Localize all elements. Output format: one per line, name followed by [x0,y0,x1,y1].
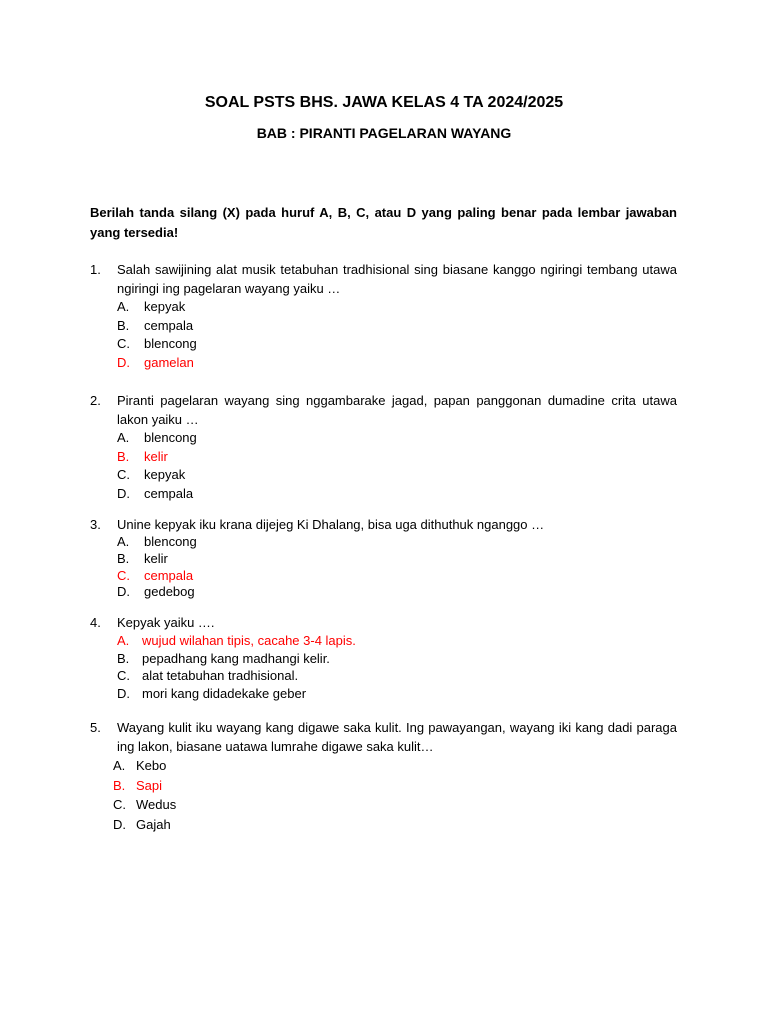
question-5 [90,718,677,834]
question-number: 1. [90,262,101,277]
option-b [90,650,677,668]
option-text: kepyak [144,299,186,314]
option-text: Sapi [136,777,163,793]
option-letter: B. [117,448,130,464]
option-letter: D. [117,485,130,501]
option-list [90,756,677,834]
question-1 [90,260,677,372]
option-a [90,756,677,776]
option-b [90,776,677,796]
option-c [90,795,677,815]
option-c [90,466,677,485]
option-text: cempala [144,567,194,583]
option-c [90,335,677,354]
question-4 [90,613,677,702]
option-letter: C. [117,467,130,482]
option-letter: B. [117,650,130,666]
question-stem [90,718,677,756]
option-text: blencong [144,430,197,445]
option-list [90,632,677,702]
option-text: pepadhang kang madhangi kelir. [142,650,330,666]
option-text: blencong [144,534,197,549]
option-letter: A. [113,758,126,773]
option-text: kepyak [144,467,186,482]
option-d [90,815,677,835]
question-number: 4. [90,615,101,630]
option-text: gedebog [144,584,195,600]
option-d [90,485,677,504]
option-text: cempala [144,485,194,501]
option-text: Wedus [136,797,177,812]
option-letter: A. [117,534,130,549]
question-stem [90,613,677,632]
option-text: Kebo [136,758,167,773]
option-a [90,429,677,448]
option-text: wujud wilahan tipis, cacahe 3-4 lapis. [142,633,356,648]
option-text: gamelan [144,354,194,370]
option-c [90,568,677,585]
option-letter: C. [117,336,130,351]
option-b [90,448,677,467]
option-text: mori kang didadekake geber [142,685,307,701]
option-list [90,534,677,601]
question-stem [90,515,677,534]
option-d [90,584,677,601]
option-text: cempala [144,317,194,333]
option-text: alat tetabuhan tradhisional. [142,668,299,683]
option-letter: D. [117,354,130,370]
option-letter: A. [117,430,130,445]
question-number: 5. [90,720,101,735]
option-a [90,632,677,650]
question-number: 2. [90,393,101,408]
question-text: Kepyak yaiku …. [117,615,215,630]
option-letter: B. [117,550,130,566]
option-text: kelir [144,448,168,464]
option-letter: D. [117,685,130,701]
option-text: Gajah [136,816,171,832]
option-c [90,667,677,685]
option-letter: D. [113,816,126,832]
option-letter: D. [117,584,130,600]
option-text: kelir [144,550,168,566]
question-number: 3. [90,517,101,532]
option-a [90,298,677,317]
question-stem [90,260,677,298]
option-letter: B. [113,777,126,793]
question-stem [90,391,677,429]
option-letter: B. [117,317,130,333]
option-list [90,298,677,372]
option-letter: C. [117,567,130,583]
page-subtitle: BAB : PIRANTI PAGELARAN WAYANG [256,125,512,141]
option-d [90,354,677,373]
question-text: Unine kepyak iku krana dijejeg Ki Dhalang, bisa uga dithuthuk nganggo … [117,517,545,532]
option-b [90,551,677,568]
question-text: Piranti pagelaran wayang sing nggambarake jagad, papan panggonan dumadine crita utawa lakon yaiku … [117,393,677,427]
question-2 [90,391,677,503]
option-letter: C. [113,797,126,812]
question-text: Wayang kulit iku wayang kang digawe saka kulit. Ing pawayangan, wayang iki kang dadi paraga ing lakon, biasane uatawa lumrahe digawe saka kulit… [117,720,677,754]
question-3 [90,515,677,601]
instruction-text: Berilah tanda silang (X) pada huruf A, B, C, atau D yang paling benar pada lembar jawaban yang tersedia! [90,205,677,240]
option-letter: C. [117,668,130,683]
option-text: blencong [144,336,197,351]
option-list [90,429,677,503]
option-d [90,685,677,703]
option-a [90,534,677,551]
question-text: Salah sawijining alat musik tetabuhan tradhisional sing biasane kanggo ngiringi tembang utawa ngiringi ing pagelaran wayang yaiku … [117,262,677,296]
option-letter: A. [117,633,130,648]
option-b [90,317,677,336]
option-letter: A. [117,299,130,314]
page-title: SOAL PSTS BHS. JAWA KELAS 4 TA 2024/2025 [204,94,564,111]
